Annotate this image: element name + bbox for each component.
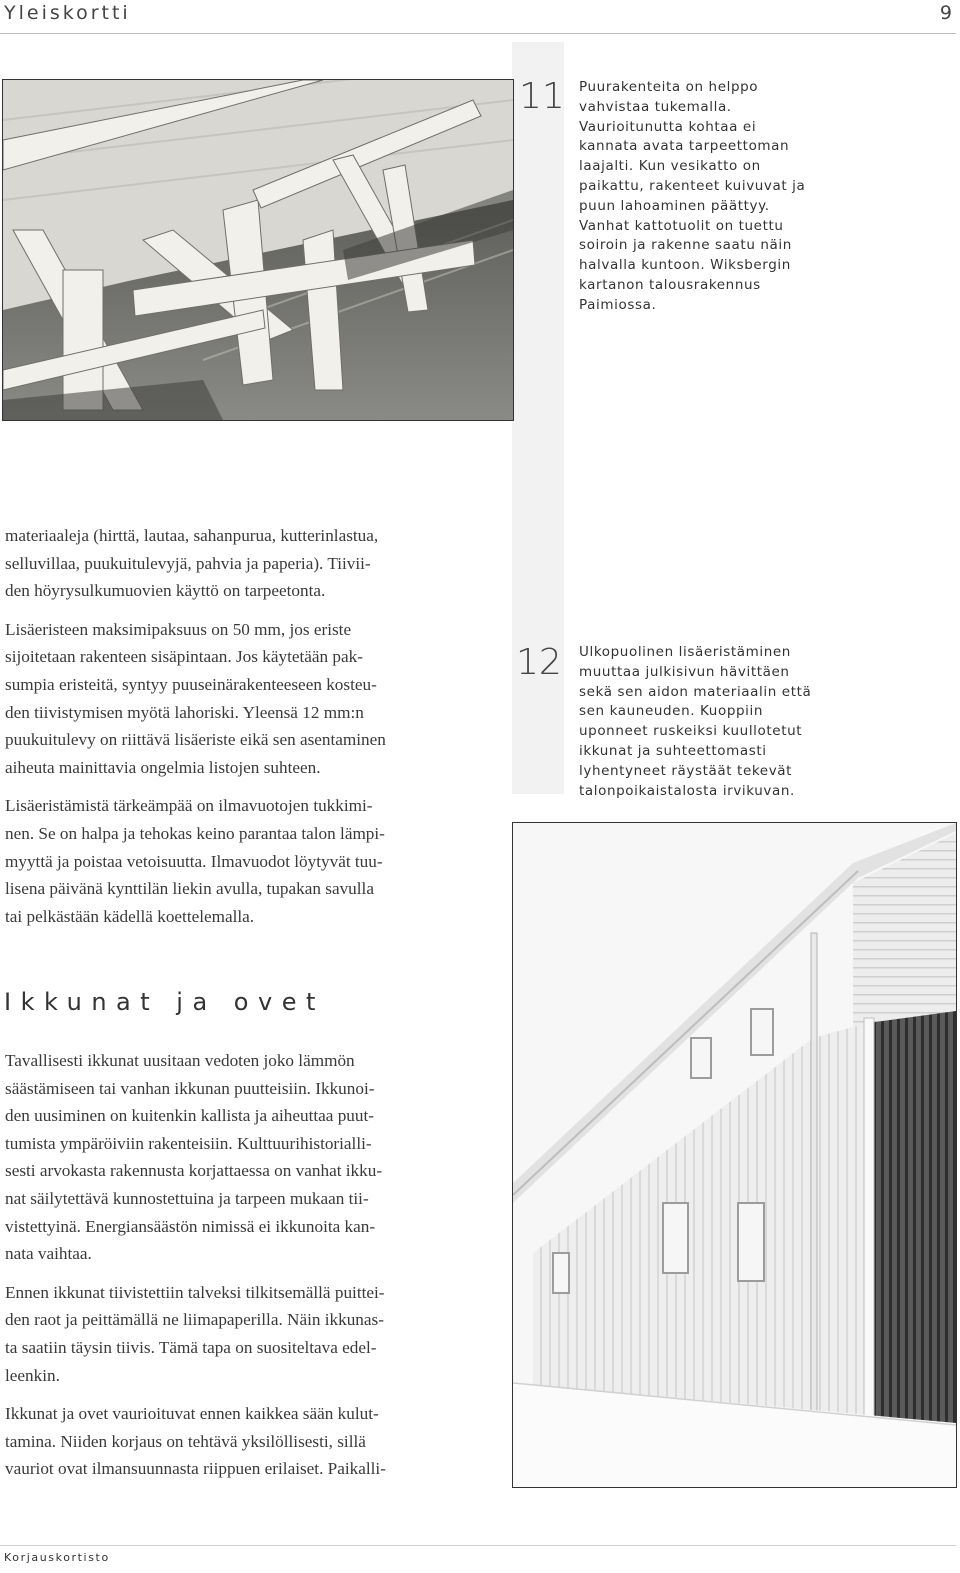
header-rule	[0, 33, 956, 34]
page-number: 9	[939, 2, 952, 24]
photo-roof-trusses	[2, 79, 514, 421]
paragraph: Tavallisesti ikkunat uusitaan vedoten joko lämmön säästämiseen tai vanhan ikkunan puutteisiin. Ikkunoi- den uusiminen on kuitenkin kallista ja aiheuttaa puut- tumista ympäröiviin rakenteisiin. Kulttuurihistorialli- sesti arvokasta rakennusta korjattaessa on vanhat ikku- nat säilytettävä kunnostettuina ja tarpeen mukaan tii- vistettyinä. Energiansäästön nimissä ei ikkunoita kan- nata vaihtaa.	[5, 1051, 383, 1264]
figure-caption-11: Puurakenteita on helppo vahvistaa tukemalla. Vaurioitunutta kohtaa ei kannata avata tarpeettoman laajalti. Kun vesikatto on paikattu, rakenteet kuivuvat ja puun lahoaminen päättyy. Vanhat kattotuolit on tuettu soiroin ja rakenne saatu näin halvalla kuntoon. Wiksbergin kartanon talousrakennus Paimiossa.	[579, 79, 806, 313]
paragraph: Ennen ikkunat tiivistettiin talveksi tilkitsemällä puittei- den raot ja peittämällä ne liimapaperilla. Näin ikkunas- ta saatiin täysin tiivis. Tämä tapa on suositeltava edel- leenkin.	[5, 1282, 385, 1385]
figure-caption-12: Ulkopuolinen lisäeristäminen muuttaa julkisivun hävittäen sekä sen aidon materiaalin että sen kauneuden. Kuoppiin uponneet ruskeiksi kuullotetut ikkunat ja suhteettomasti lyhentyneet räystäät tekevät talonpoikaistalosta irvikuvan.	[579, 644, 812, 799]
running-header-title: Yleiskortti	[4, 2, 131, 24]
paragraph: Ikkunat ja ovet vaurioituvat ennen kaikkea sään kulut- tamina. Niiden korjaus on tehtävä yksilöllisesti, sillä vauriot ovat ilmansuunnasta riippuen erilaiset. Paikalli-	[5, 1404, 386, 1479]
roof-trusses-image	[3, 80, 513, 420]
photo-house-facade	[512, 822, 957, 1488]
footer-rule	[0, 1545, 956, 1546]
section-heading: Ikkunat ja ovet	[4, 988, 325, 1016]
paragraph: materiaaleja (hirttä, lautaa, sahanpurua, kutterinlastua, selluvillaa, puukuitulevyjä, pahvia ja paperia). Tiivii- den höyrysulkumuovien käyttö on tarpeetonta.	[5, 526, 379, 601]
footer-label: Korjauskortisto	[4, 1551, 110, 1564]
paragraph: Lisäeristämistä tärkeämpää on ilmavuotojen tukkimi- nen. Se on halpa ja tehokas keino parantaa talon lämpi- myyttä ja poistaa vetoisuutta. Ilmavuodot löytyvät tuu- lisena päivänä kynttilän liekin avulla, tupakan savulla tai pelkästään kädellä koettelemalla.	[5, 796, 385, 926]
house-facade-image	[513, 823, 956, 1487]
body-text-bottom	[5, 1047, 445, 1494]
body-text-top	[5, 522, 445, 941]
figure-number-12: 12	[516, 642, 562, 683]
paragraph: Lisäeristeen maksimipaksuus on 50 mm, jos eriste sijoitetaan rakenteen sisäpintaan. Jos käytetään pak- sumpia eristeitä, syntyy puuseinärakenteeseen kosteu- den tiivistymisen myötä lahoriski. Yleensä 12 mm:n puukuitulevy on riittävä lisäeriste eikä sen asentaminen aiheuta mainittavia ongelmia listojen suhteen.	[5, 619, 386, 777]
figure-number-11: 11	[519, 76, 565, 117]
